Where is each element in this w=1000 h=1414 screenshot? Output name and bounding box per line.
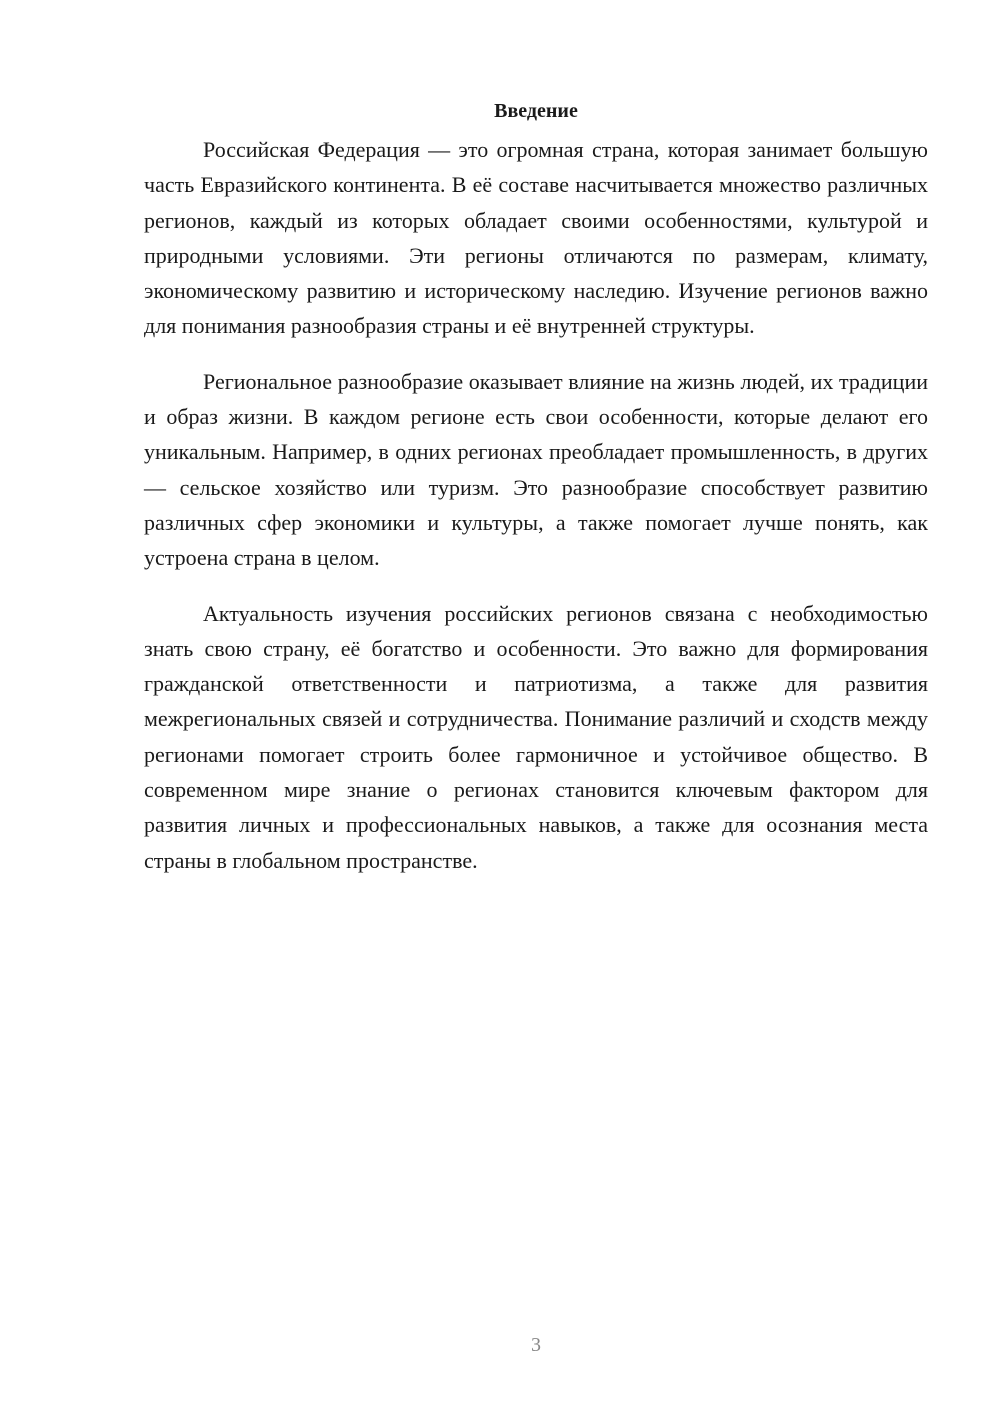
paragraph-1: Российская Федерация — это огромная страна, которая занимает большую часть Евразийского континента. В её составе насчитывается множество различных регионов, каждый из которых обладает своими особенностями, культурой и природными условиями. Эти регионы отличаются по размерам, климату, экономическому развитию и историческому наследию. Изучение регионов важно для понимания разнообразия страны и её внутренней структуры. bbox=[144, 137, 928, 339]
page-number: 3 bbox=[531, 1334, 541, 1356]
page-content bbox=[144, 98, 928, 898]
paragraph-2: Региональное разнообразие оказывает влияние на жизнь людей, их традиции и образ жизни. В каждом регионе есть свои особенности, которые делают его уникальным. Например, в одних регионах преобладает промышленность, в других — сельское хозяйство или туризм. Это разнообразие способствует развитию различных сфер экономики и культуры, а также помогает лучше понять, как устроена страна в целом. bbox=[144, 368, 928, 571]
section-heading: Введение bbox=[494, 100, 578, 122]
paragraph-3: Актуальность изучения российских регионов связана с необходимостью знать свою страну, её богатство и особенности. Это важно для формирования гражданской ответственности и патриотизма, а также для развития межрегиональных связей и сотрудничества. Понимание различий и сходств между регионами помогает строить более гармоничное и устойчивое общество. В современном мире знание о регионах становится ключевым фактором для развития личных и профессиональных навыков, а также для осознания места страны в глобальном пространстве. bbox=[144, 600, 928, 873]
